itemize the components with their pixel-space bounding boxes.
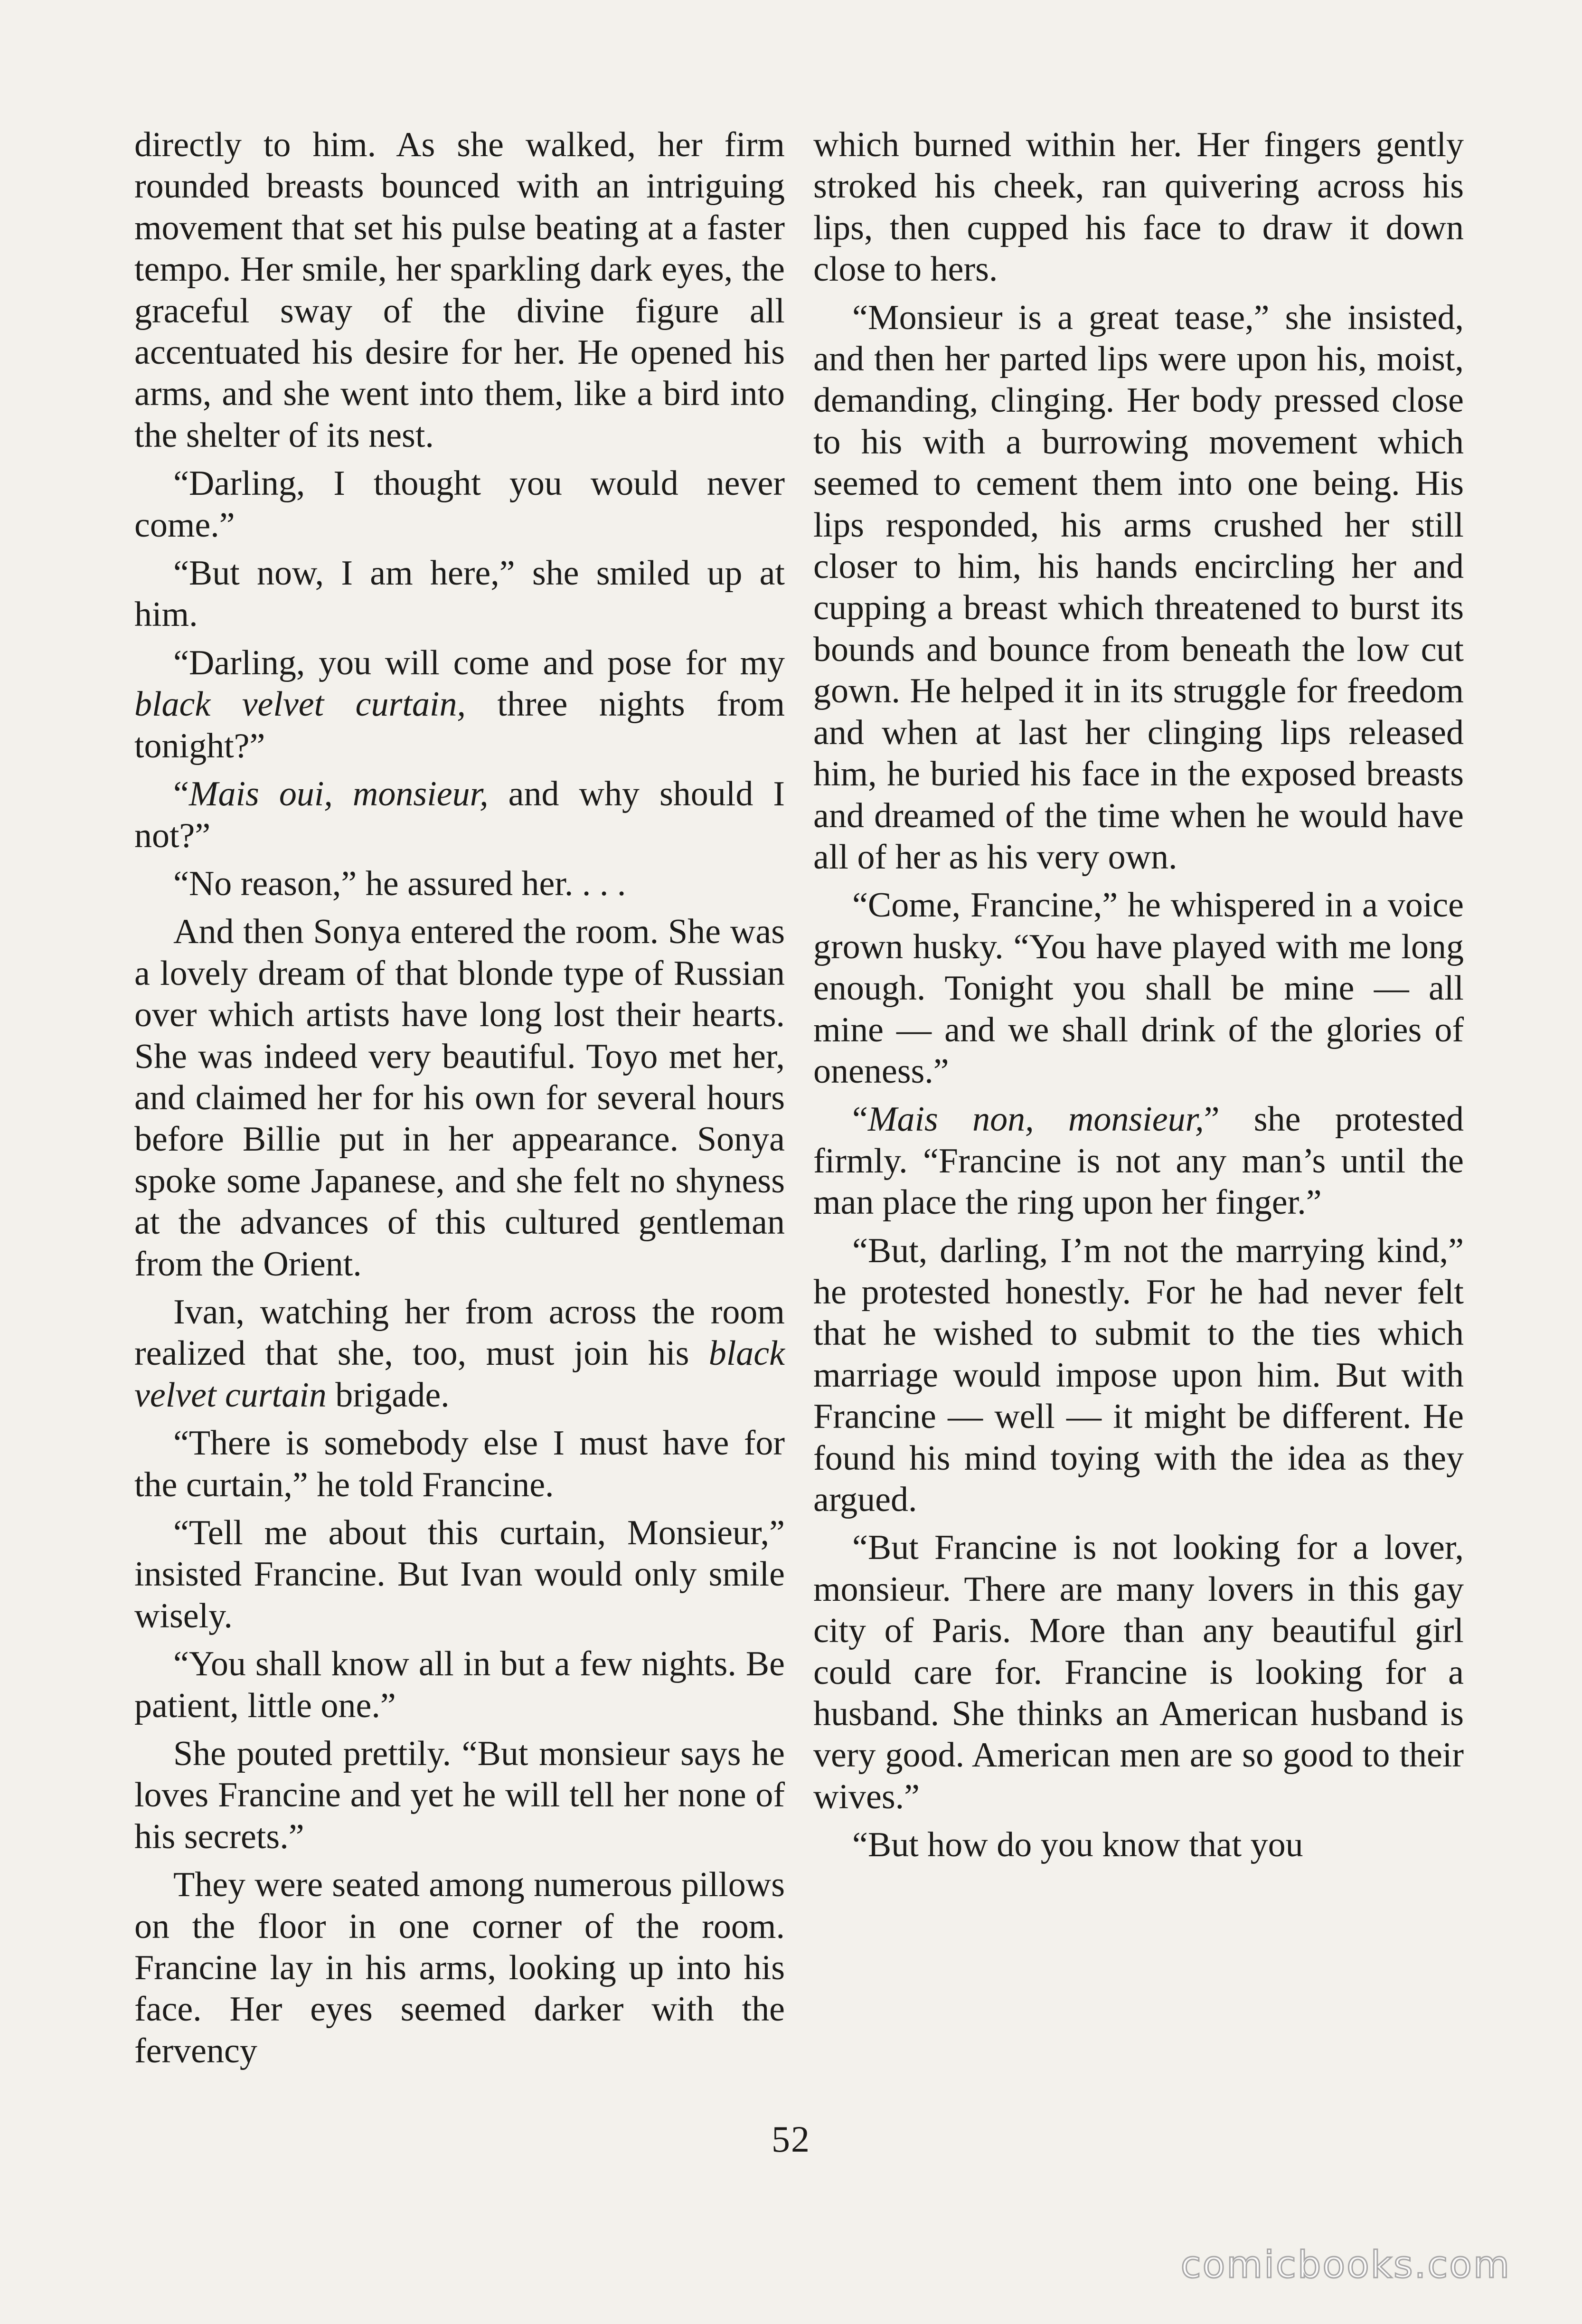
text-run: brigade. xyxy=(326,1375,450,1415)
text-run: “You shall know all in but a few nights. Be patient, little one.” xyxy=(134,1644,785,1725)
text-run: “No reason,” he assured her. . . . xyxy=(173,864,626,903)
text-run: directly to him. As she walked, her firm rounded breasts bounced with an intriguing movement that set his pulse beating at a faster tempo. Her smile, her sparkling dark eyes, the graceful sway of the divine figure all accentuated his desire for her. He opened his arms, and she went into them, like a bird into the shelter of its nest. xyxy=(134,125,785,455)
italic-text: Mais oui, monsieur, xyxy=(188,775,489,814)
text-run: “Come, Francine,” he whispered in a voice grown husky. “You have played with me long enough. Tonight you shall be mine — all mine — and we shall drink of the glories of oneness.” xyxy=(813,886,1464,1091)
paragraph xyxy=(134,642,785,767)
italic-text: black velvet curtain, xyxy=(134,685,466,724)
text-run: “Monsieur is a great tease,” she insisted, and then her parted lips were upon his, moist, demanding, clinging. Her body pressed close to his with a burrowing movement which seemed to cement them into one being. His lips responded, his arms crushed her still closer to him, his hands encircling her and cupping a breast which threatened to burst its bounds and bounce from beneath the low cut gown. He helped it in its struggle for freedom and when at last her clinging lips released him, he buried his face in the exposed breasts and dreamed of the time when he would have all of her as his very own. xyxy=(813,298,1464,877)
paragraph xyxy=(813,885,1464,1092)
paragraph xyxy=(813,124,1464,291)
text-run: “ xyxy=(173,775,189,814)
text-run: She pouted prettily. “But monsieur says he loves Francine and yet he will tell her none of his secrets.” xyxy=(134,1734,785,1856)
text-run: “But how do you know that you xyxy=(852,1825,1303,1865)
text-run: “ xyxy=(852,1100,868,1139)
text-run: ” she protested firmly. “Francine is not any man’s until the man place the ring upon her finger.” xyxy=(813,1100,1464,1222)
paragraph xyxy=(134,1864,785,2072)
paragraph xyxy=(813,1230,1464,1521)
paragraph xyxy=(134,1292,785,1416)
paragraph xyxy=(134,774,785,857)
text-run: “Darling, I thought you would never come.” xyxy=(134,464,785,545)
text-run: “Tell me about this curtain, Monsieur,” insisted Francine. But Ivan would only smile wisely. xyxy=(134,1513,785,1635)
paragraph xyxy=(813,1527,1464,1818)
paragraph xyxy=(134,911,785,1285)
text-run: and why should I not?” xyxy=(134,775,785,855)
left-text-column xyxy=(134,124,785,2078)
text-run: Ivan, watching her from across the room realized that she, too, must join his xyxy=(134,1292,785,1373)
text-run: They were seated among numerous pillows on the floor in one corner of the room. Francine lay in his arms, looking up into his face. Her eyes seemed darker with the fervency xyxy=(134,1865,785,2070)
paragraph xyxy=(813,297,1464,879)
paragraph xyxy=(134,863,785,905)
text-run: which burned within her. Her fingers gently stroked his cheek, ran quivering across his lips, then cupped his face to draw it down close to hers. xyxy=(813,125,1464,289)
text-run: three nights from tonight?” xyxy=(134,685,785,765)
paragraph xyxy=(134,1644,785,1727)
watermark-text: comicbooks.com xyxy=(1180,2244,1511,2286)
paragraph xyxy=(134,553,785,636)
paragraph xyxy=(134,1423,785,1506)
italic-text: black velvet curtain xyxy=(134,1334,785,1415)
paragraph xyxy=(813,1824,1464,1866)
paragraph xyxy=(134,1512,785,1637)
paragraph xyxy=(134,463,785,546)
text-run: “But now, I am here,” she smiled up at him. xyxy=(134,554,785,634)
text-run: “But, darling, I’m not the marrying kind,” he protested honestly. For he had never felt that he wished to submit to the ties which marriage would impose upon him. But with Francine — well — it might be different. He found his mind toying with the idea as they argued. xyxy=(813,1231,1464,1519)
paragraph xyxy=(134,1733,785,1858)
italic-text: Mais non, monsieur, xyxy=(867,1100,1204,1139)
text-run: “There is somebody else I must have for the curtain,” he told Francine. xyxy=(134,1424,785,1504)
text-run: “Darling, you will come and pose for my xyxy=(173,643,785,682)
text-run: “But Francine is not looking for a lover, monsieur. There are many lovers in this gay city of Paris. More than any beautiful girl could care for. Francine is looking for a husband. She thinks an American husband is very good. American men are so good to their wives.” xyxy=(813,1528,1464,1816)
paragraph xyxy=(813,1099,1464,1223)
paragraph xyxy=(134,124,785,456)
text-run: And then Sonya entered the room. She was a lovely dream of that blonde type of Russian over which artists have long lost their hearts. She was indeed very beautiful. Toyo met her, and claimed her for his own for several hours before Billie put in her appearance. Sonya spoke some Japanese, and she felt no shyness at the advances of this cultured gentleman from the Orient. xyxy=(134,912,785,1284)
right-text-column xyxy=(813,124,1464,1873)
page-number: 52 xyxy=(772,2118,810,2160)
